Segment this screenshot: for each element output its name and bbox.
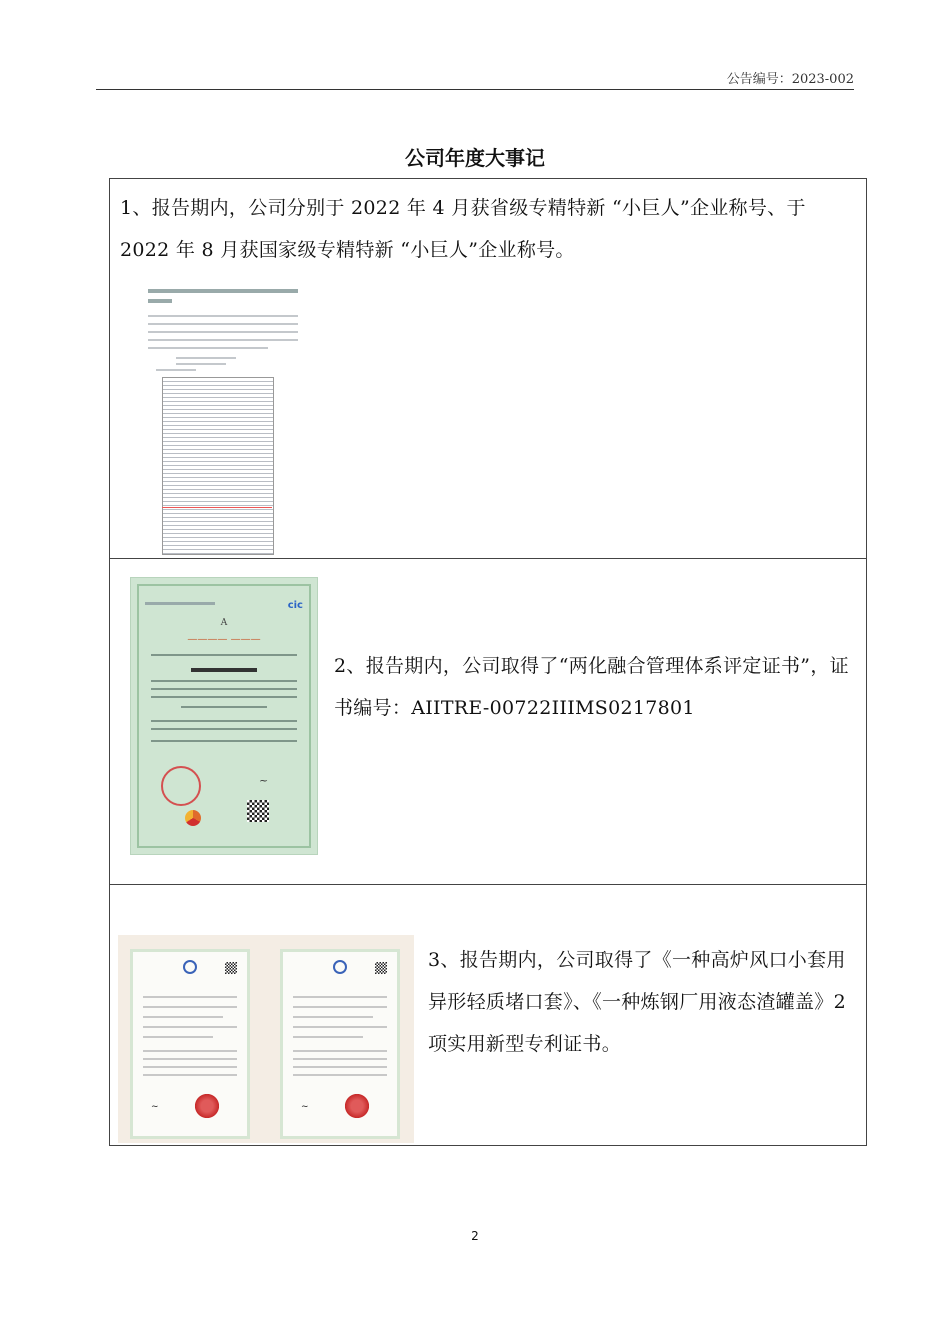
event-text-1: 1、报告期内，公司分别于 2022 年 4 月获省级专精特新 “小巨人”企业称号、于 2022 年 8 月获国家级专精特新 “小巨人”企业称号。 <box>120 197 806 261</box>
qr-code-icon <box>225 962 237 974</box>
announcement-number: 公告编号：2023-002 <box>726 72 854 87</box>
qr-code-icon <box>247 800 269 822</box>
emblem-icon <box>185 810 201 826</box>
patent-logo-icon <box>183 960 197 974</box>
patent-certificate-2: ~ <box>280 949 400 1139</box>
event-row-1 <box>110 179 866 559</box>
notice-document-image <box>136 279 312 557</box>
qr-code-icon <box>375 962 387 974</box>
red-seal-icon <box>343 1092 371 1120</box>
certificate-image: cic A ———— ——— ~ <box>130 577 318 855</box>
patent-certificate-1: ~ <box>130 949 250 1139</box>
red-seal-icon <box>193 1092 221 1120</box>
event-row-3 <box>110 885 866 1145</box>
header-divider <box>96 89 854 90</box>
patent-logo-icon <box>333 960 347 974</box>
page-title: 公司年度大事记 <box>405 146 545 170</box>
page-number: 2 <box>471 1229 479 1243</box>
patent-certificates-image <box>118 935 414 1143</box>
events-table <box>109 178 867 1146</box>
event-row-2 <box>110 559 866 885</box>
event-text-3: 3、报告期内，公司取得了《一种高炉风口小套用异形轻质堵口套》、《一种炼钢厂用液态渣罐盖》2 项实用新型专利证书。 <box>428 949 846 1055</box>
red-seal-icon <box>161 766 201 806</box>
event-text-2: 2、报告期内，公司取得了“两化融合管理体系评定证书”，证书编号：AIITRE-00722IIIMS0217801 <box>334 655 849 719</box>
cert-logo-icon: cic <box>287 600 303 611</box>
